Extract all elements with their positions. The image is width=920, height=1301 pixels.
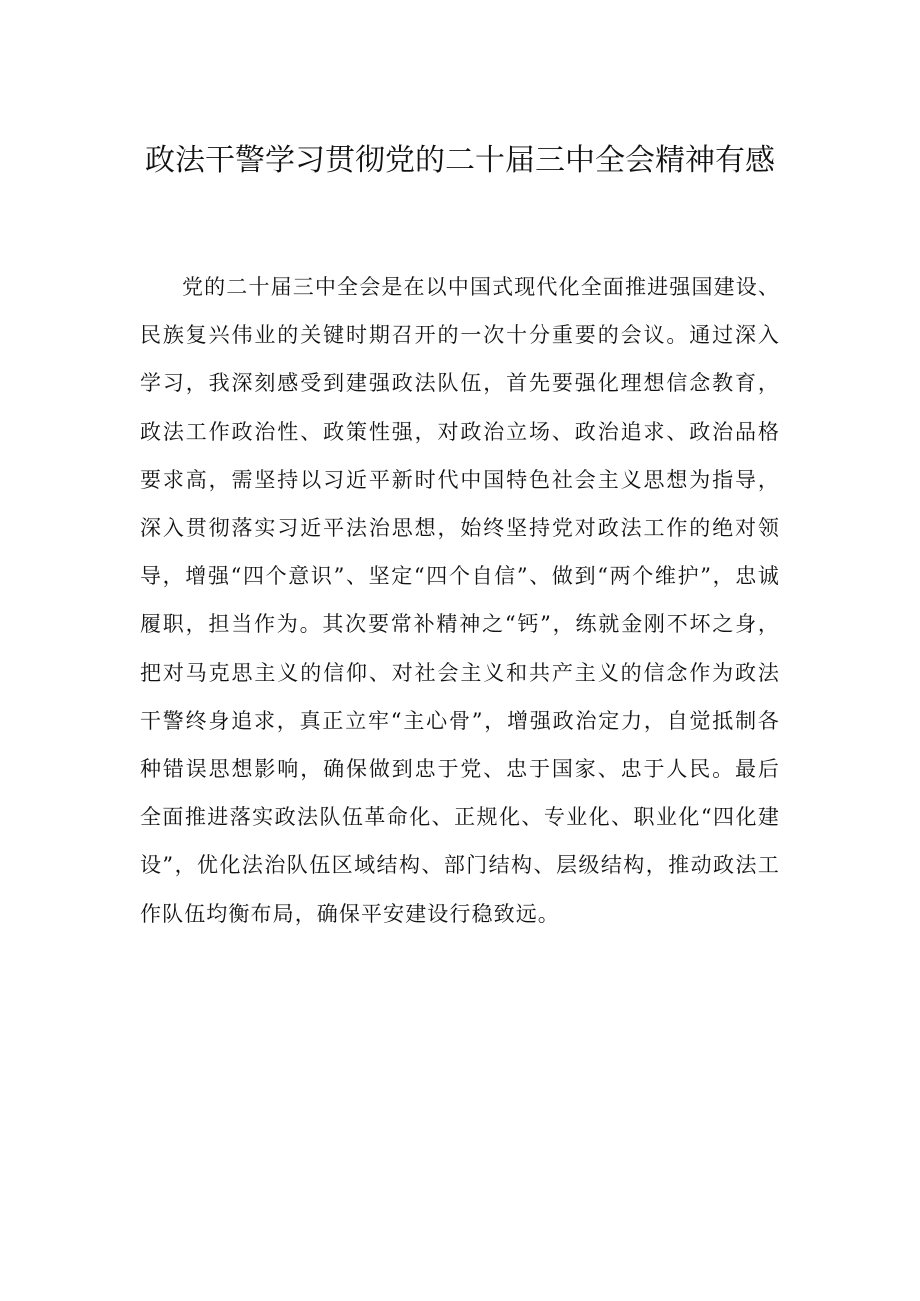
document-title: 政法干警学习贯彻党的二十届三中全会精神有感 xyxy=(145,143,775,178)
body-paragraph: 党的二十届三中全会是在以中国式现代化全面推进强国建设、民族复兴伟业的关键时期召开的一次十分重要的会议。通过深入学习，我深刻感受到建强政法队伍，首先要强化理想信念教育，政法工作政治性、政策性强，对政治立场、政治追求、政治品格要求高，需坚持以习近平新时代中国特色社会主义思想为指导，深入贯彻落实习近平法治思想，始终坚持党对政法工作的绝对领导，增强“四个意识”、坚定“四个自信”、做到“两个维护”，忠诚履职，担当作为。其次要常补精神之“钙”，练就金刚不坏之身，把对马克思主义的信仰、对社会主义和共产主义的信念作为政法干警终身追求，真正立牢“主心骨”，增强政治定力，自觉抵制各种错误思想影响，确保做到忠于党、忠于国家、忠于人民。最后全面推进落实政法队伍革命化、正规化、专业化、职业化“四化建设”，优化法治队伍区域结构、部门结构、层级结构，推动政法工作队伍均衡布局，确保平安建设行稳致远。 xyxy=(140,275,780,926)
